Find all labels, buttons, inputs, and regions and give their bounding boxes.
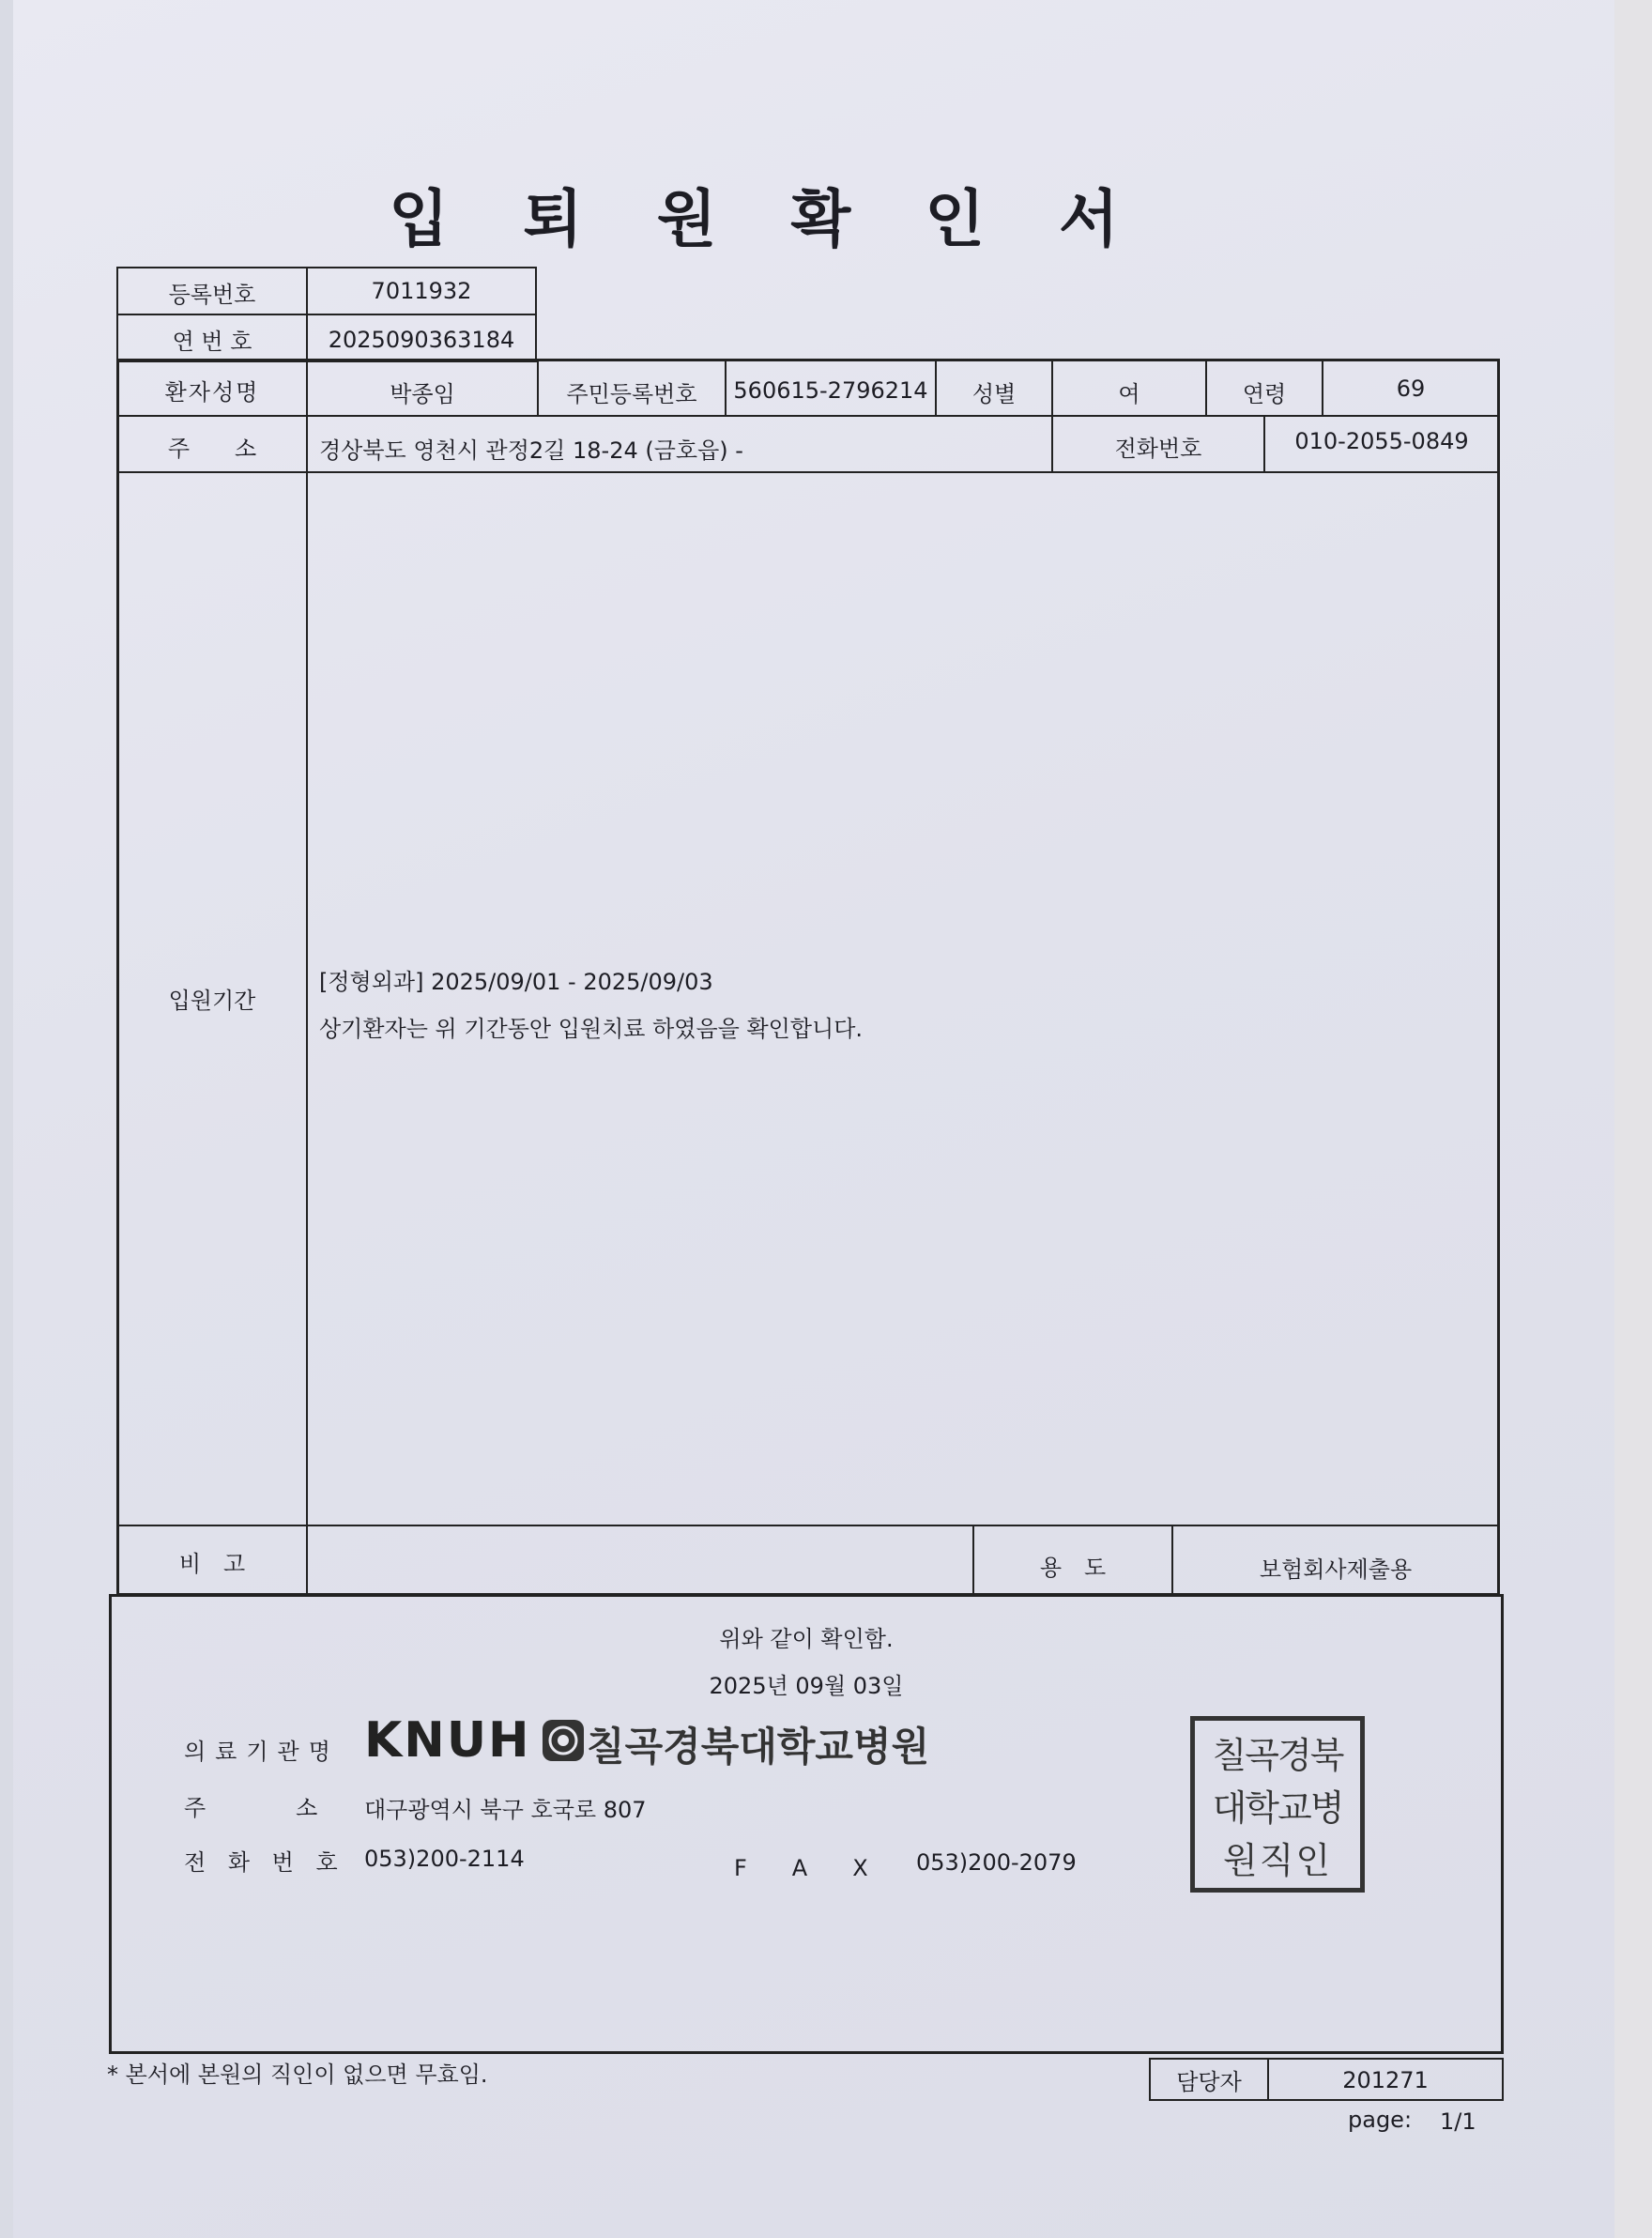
row-line [116, 471, 1500, 473]
seal-text-line: 대학교병 [1212, 1787, 1343, 1829]
purpose-label: 용 도 [1039, 1555, 1107, 1581]
seal-text-line: 원직인 [1222, 1840, 1333, 1881]
sex-label: 성별 [971, 381, 1017, 407]
institution-phone-label: 전 화 번 호 [184, 1849, 345, 1876]
admission-period-label: 입원기간 [168, 988, 256, 1014]
staff-label: 담당자 [1176, 2069, 1242, 2095]
hospital-name: 칠곡경북대학교병원 [587, 1724, 930, 1770]
row-line [116, 1525, 1500, 1526]
official-seal [1190, 1716, 1365, 1893]
reg-no-value: 7011932 [371, 278, 472, 304]
row-line [116, 415, 1500, 417]
remarks-label: 비 고 [178, 1551, 246, 1577]
institution-address-label: 주 소 [184, 1795, 318, 1821]
fax-value: 053)200-2079 [916, 1849, 1077, 1876]
serial-no-label: 연 번 호 [172, 329, 252, 355]
resident-no-value: 560615-2796214 [733, 377, 928, 404]
fax-label: F A X [734, 1855, 868, 1881]
document-title: 입 퇴 원 확 인 서 [389, 183, 1145, 255]
seal-text-line: 칠곡경북 [1212, 1735, 1343, 1776]
age-label: 연령 [1242, 381, 1287, 407]
phone-value: 010-2055-0849 [1294, 428, 1469, 454]
emblem-icon [543, 1720, 584, 1761]
serial-no-value: 2025090363184 [328, 327, 515, 353]
background-wall [1614, 0, 1652, 2238]
phone-label: 전화번호 [1114, 436, 1202, 462]
patient-name-label: 환자성명 [164, 379, 260, 406]
page-label: page: [1348, 2107, 1413, 2133]
admission-period-line: [정형외과] 2025/09/01 - 2025/09/03 [319, 969, 713, 995]
issue-date: 2025년 09월 03일 [709, 1673, 904, 1699]
page-value: 1/1 [1440, 2108, 1476, 2135]
admission-statement: 상기환자는 위 기간동안 입원치료 하였음을 확인합니다. [319, 1016, 864, 1042]
institution-phone: 053)200-2114 [364, 1846, 525, 1872]
institution-address: 대구광역시 북구 호국로 807 [364, 1797, 647, 1823]
knuh-logo: KNUH [364, 1712, 531, 1769]
patient-name-value: 박종임 [390, 381, 455, 407]
address-label: 주 소 [167, 436, 257, 462]
age-value: 69 [1396, 376, 1426, 402]
sex-value: 여 [1118, 381, 1140, 407]
address-value: 경상북도 영천시 관정2길 18-24 (금호읍) - [319, 437, 743, 464]
confirm-statement: 위와 같이 확인함. [719, 1626, 894, 1652]
institution-label: 의료기관명 [184, 1739, 340, 1765]
resident-no-label: 주민등록번호 [566, 381, 697, 407]
staff-value: 201271 [1342, 2067, 1429, 2093]
purpose-value: 보험회사제출용 [1259, 1556, 1413, 1583]
validity-note: * 본서에 본원의 직인이 없으면 무효임. [107, 2062, 488, 2088]
reg-no-label: 등록번호 [168, 282, 256, 308]
col-line [306, 359, 308, 1594]
